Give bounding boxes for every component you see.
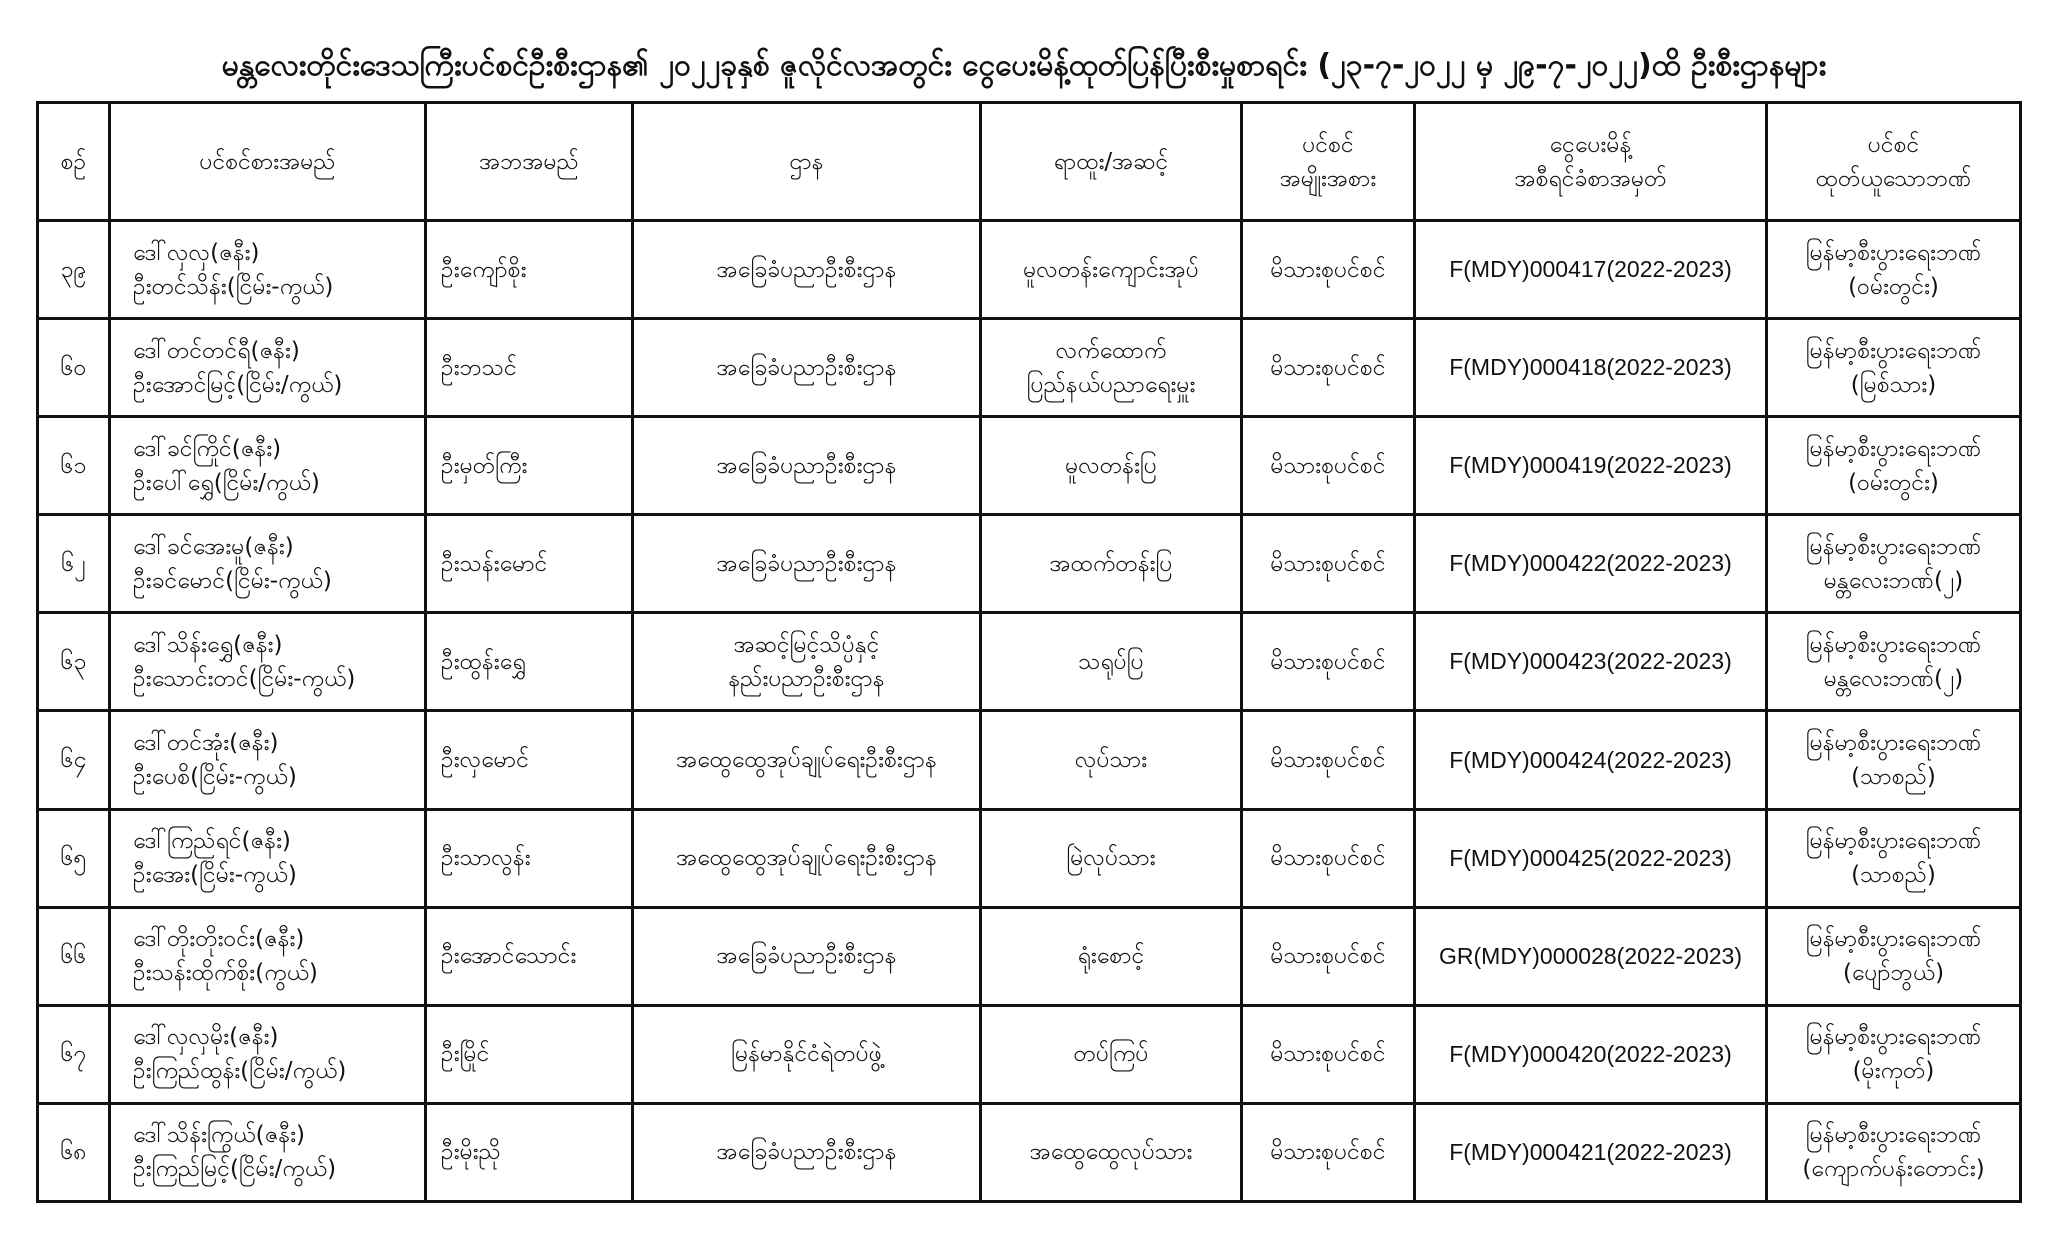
pension-type: မိသားစုပင်စင် — [1242, 1103, 1415, 1201]
pension-type: မိသားစုပင်စင် — [1242, 221, 1415, 319]
header-pensioner-name: ပင်စင်စားအမည် — [110, 103, 426, 221]
header-bank: ပင်စင် ထုတ်ယူသောဘဏ် — [1767, 103, 2021, 221]
department: အခြေခံပညာဦးစီးဌာန — [633, 1103, 981, 1201]
pensioner-name: ဒေါ်လှလှမိုး(ဇနီး) ဦးကြည်ထွန်း(ငြိမ်း/ကွယ်) — [110, 1005, 426, 1103]
pension-table — [36, 101, 2022, 1203]
table-row — [38, 613, 2021, 711]
department: အခြေခံပညာဦးစီးဌာန — [633, 319, 981, 417]
bank: မြန်မာ့စီးပွားရေးဘဏ် (မြစ်သား) — [1767, 319, 2021, 417]
pension-type: မိသားစုပင်စင် — [1242, 417, 1415, 515]
row-number: ၆၁ — [38, 417, 110, 515]
row-number: ၆၄ — [38, 711, 110, 809]
table-row — [38, 515, 2021, 613]
order-number: F(MDY)000421(2022-2023) — [1415, 1103, 1767, 1201]
table-row — [38, 417, 2021, 515]
header-no: စဉ် — [38, 103, 110, 221]
row-number: ၆၇ — [38, 1005, 110, 1103]
bank: မြန်မာ့စီးပွားရေးဘဏ် (ပျော်ဘွယ်) — [1767, 907, 2021, 1005]
pensioner-name: ဒေါ်သိန်းကြွယ်(ဇနီး) ဦးကြည်မြင့်(ငြိမ်း/ကွယ်) — [110, 1103, 426, 1201]
table-row — [38, 907, 2021, 1005]
bank: မြန်မာ့စီးပွားရေးဘဏ် (သာစည်) — [1767, 809, 2021, 907]
pension-type: မိသားစုပင်စင် — [1242, 907, 1415, 1005]
position: သရုပ်ပြ — [981, 613, 1242, 711]
table-row — [38, 711, 2021, 809]
department: အထွေထွေအုပ်ချုပ်ရေးဦးစီးဌာန — [633, 809, 981, 907]
department: အခြေခံပညာဦးစီးဌာန — [633, 907, 981, 1005]
table-row — [38, 1103, 2021, 1201]
position: မူလတန်းကျောင်းအုပ် — [981, 221, 1242, 319]
position: အထက်တန်းပြ — [981, 515, 1242, 613]
header-row — [38, 103, 2021, 221]
father-name: ဦးသာလွန်း — [426, 809, 633, 907]
pension-type: မိသားစုပင်စင် — [1242, 1005, 1415, 1103]
header-department: ဌာန — [633, 103, 981, 221]
order-number: F(MDY)000423(2022-2023) — [1415, 613, 1767, 711]
order-number: F(MDY)000418(2022-2023) — [1415, 319, 1767, 417]
bank: မြန်မာ့စီးပွားရေးဘဏ် (ဝမ်းတွင်း) — [1767, 417, 2021, 515]
father-name: ဦးသန်းမောင် — [426, 515, 633, 613]
row-number: ၆၅ — [38, 809, 110, 907]
table-row — [38, 809, 2021, 907]
position: မူလတန်းပြ — [981, 417, 1242, 515]
row-number: ၆၈ — [38, 1103, 110, 1201]
position: အထွေထွေလုပ်သား — [981, 1103, 1242, 1201]
pensioner-name: ဒေါ်သိန်းရွှေ(ဇနီး) ဦးသောင်းတင်(ငြိမ်း-ကွယ်) — [110, 613, 426, 711]
department: အဆင့်မြင့်သိပ္ပံနှင့် နည်းပညာဦးစီးဌာန — [633, 613, 981, 711]
father-name: ဦးမိုးညို — [426, 1103, 633, 1201]
department: အခြေခံပညာဦးစီးဌာန — [633, 417, 981, 515]
order-number: F(MDY)000420(2022-2023) — [1415, 1005, 1767, 1103]
position: လုပ်သား — [981, 711, 1242, 809]
position: ရုံးစောင့် — [981, 907, 1242, 1005]
pension-type: မိသားစုပင်စင် — [1242, 515, 1415, 613]
father-name: ဦးမြိုင် — [426, 1005, 633, 1103]
position: မြဲလုပ်သား — [981, 809, 1242, 907]
header-order-number: ငွေပေးမိန့် အစီရင်ခံစာအမှတ် — [1415, 103, 1767, 221]
row-number: ၃၉ — [38, 221, 110, 319]
pensioner-name: ဒေါ်တင်အုံး(ဇနီး) ဦးပေစိ(ငြိမ်း-ကွယ်) — [110, 711, 426, 809]
father-name: ဦးထွန်းရွှေ — [426, 613, 633, 711]
pension-type: မိသားစုပင်စင် — [1242, 319, 1415, 417]
father-name: ဦးအောင်သောင်း — [426, 907, 633, 1005]
position: တပ်ကြပ် — [981, 1005, 1242, 1103]
row-number: ၆၃ — [38, 613, 110, 711]
pension-type: မိသားစုပင်စင် — [1242, 711, 1415, 809]
pension-type: မိသားစုပင်စင် — [1242, 809, 1415, 907]
row-number: ၆၀ — [38, 319, 110, 417]
position: လက်ထောက် ပြည်နယ်ပညာရေးမှူး — [981, 319, 1242, 417]
pensioner-name: ဒေါ်တင်တင်ရီ(ဇနီး) ဦးအောင်မြင့်(ငြိမ်း/ကွယ်) — [110, 319, 426, 417]
pensioner-name: ဒေါ်တိုးတိုးဝင်း(ဇနီး) ဦးသန်းထိုက်စိုး(ကွယ်) — [110, 907, 426, 1005]
bank: မြန်မာ့စီးပွားရေးဘဏ် (ကျောက်ပန်းတောင်း) — [1767, 1103, 2021, 1201]
header-father-name: အဘအမည် — [426, 103, 633, 221]
pensioner-name: ဒေါ်လှလှ(ဇနီး) ဦးတင်သိန်း(ငြိမ်း-ကွယ်) — [110, 221, 426, 319]
order-number: F(MDY)000417(2022-2023) — [1415, 221, 1767, 319]
table-row — [38, 221, 2021, 319]
order-number: F(MDY)000422(2022-2023) — [1415, 515, 1767, 613]
table-row — [38, 319, 2021, 417]
header-position: ရာထူး/အဆင့် — [981, 103, 1242, 221]
row-number: ၆၆ — [38, 907, 110, 1005]
department: အခြေခံပညာဦးစီးဌာန — [633, 515, 981, 613]
father-name: ဦးကျော်စိုး — [426, 221, 633, 319]
father-name: ဦးမှတ်ကြီး — [426, 417, 633, 515]
bank: မြန်မာ့စီးပွားရေးဘဏ် မန္တလေးဘဏ်(၂) — [1767, 613, 2021, 711]
department: အထွေထွေအုပ်ချုပ်ရေးဦးစီးဌာန — [633, 711, 981, 809]
department: မြန်မာနိုင်ငံရဲတပ်ဖွဲ့ — [633, 1005, 981, 1103]
father-name: ဦးဘသင် — [426, 319, 633, 417]
pensioner-name: ဒေါ်ခင်ကြိုင်(ဇနီး) ဦးပေါ်ရွှေ(ငြိမ်း/ကွယ်) — [110, 417, 426, 515]
header-pension-type: ပင်စင် အမျိုးအစား — [1242, 103, 1415, 221]
order-number: F(MDY)000419(2022-2023) — [1415, 417, 1767, 515]
order-number: GR(MDY)000028(2022-2023) — [1415, 907, 1767, 1005]
pension-type: မိသားစုပင်စင် — [1242, 613, 1415, 711]
father-name: ဦးလှမောင် — [426, 711, 633, 809]
row-number: ၆၂ — [38, 515, 110, 613]
table-row — [38, 1005, 2021, 1103]
pensioner-name: ဒေါ်ကြည်ရင်(ဇနီး) ဦးအေး(ငြိမ်း-ကွယ်) — [110, 809, 426, 907]
page-title: မန္တလေးတိုင်းဒေသကြီးပင်စင်ဦးစီးဌာန၏ ၂၀၂၂ခုနှစ် ဇူလိုင်လအတွင်း ငွေပေးမိန့်ထုတ်ပြန်ပြီးစီးမှုစာရင်း (၂၃-၇-၂၀၂၂ မှ ၂၉-၇-၂၀၂၂)ထိ ဦးစီးဌာနများ — [221, 48, 1827, 83]
pensioner-name: ဒေါ်ခင်အေးမူ(ဇနီး) ဦးခင်မောင်(ငြိမ်း-ကွယ်) — [110, 515, 426, 613]
department: အခြေခံပညာဦးစီးဌာန — [633, 221, 981, 319]
order-number: F(MDY)000424(2022-2023) — [1415, 711, 1767, 809]
bank: မြန်မာ့စီးပွားရေးဘဏ် မန္တလေးဘဏ်(၂) — [1767, 515, 2021, 613]
bank: မြန်မာ့စီးပွားရေးဘဏ် (သာစည်) — [1767, 711, 2021, 809]
bank: မြန်မာ့စီးပွားရေးဘဏ် (မိုးကုတ်) — [1767, 1005, 2021, 1103]
bank: မြန်မာ့စီးပွားရေးဘဏ် (ဝမ်းတွင်း) — [1767, 221, 2021, 319]
order-number: F(MDY)000425(2022-2023) — [1415, 809, 1767, 907]
